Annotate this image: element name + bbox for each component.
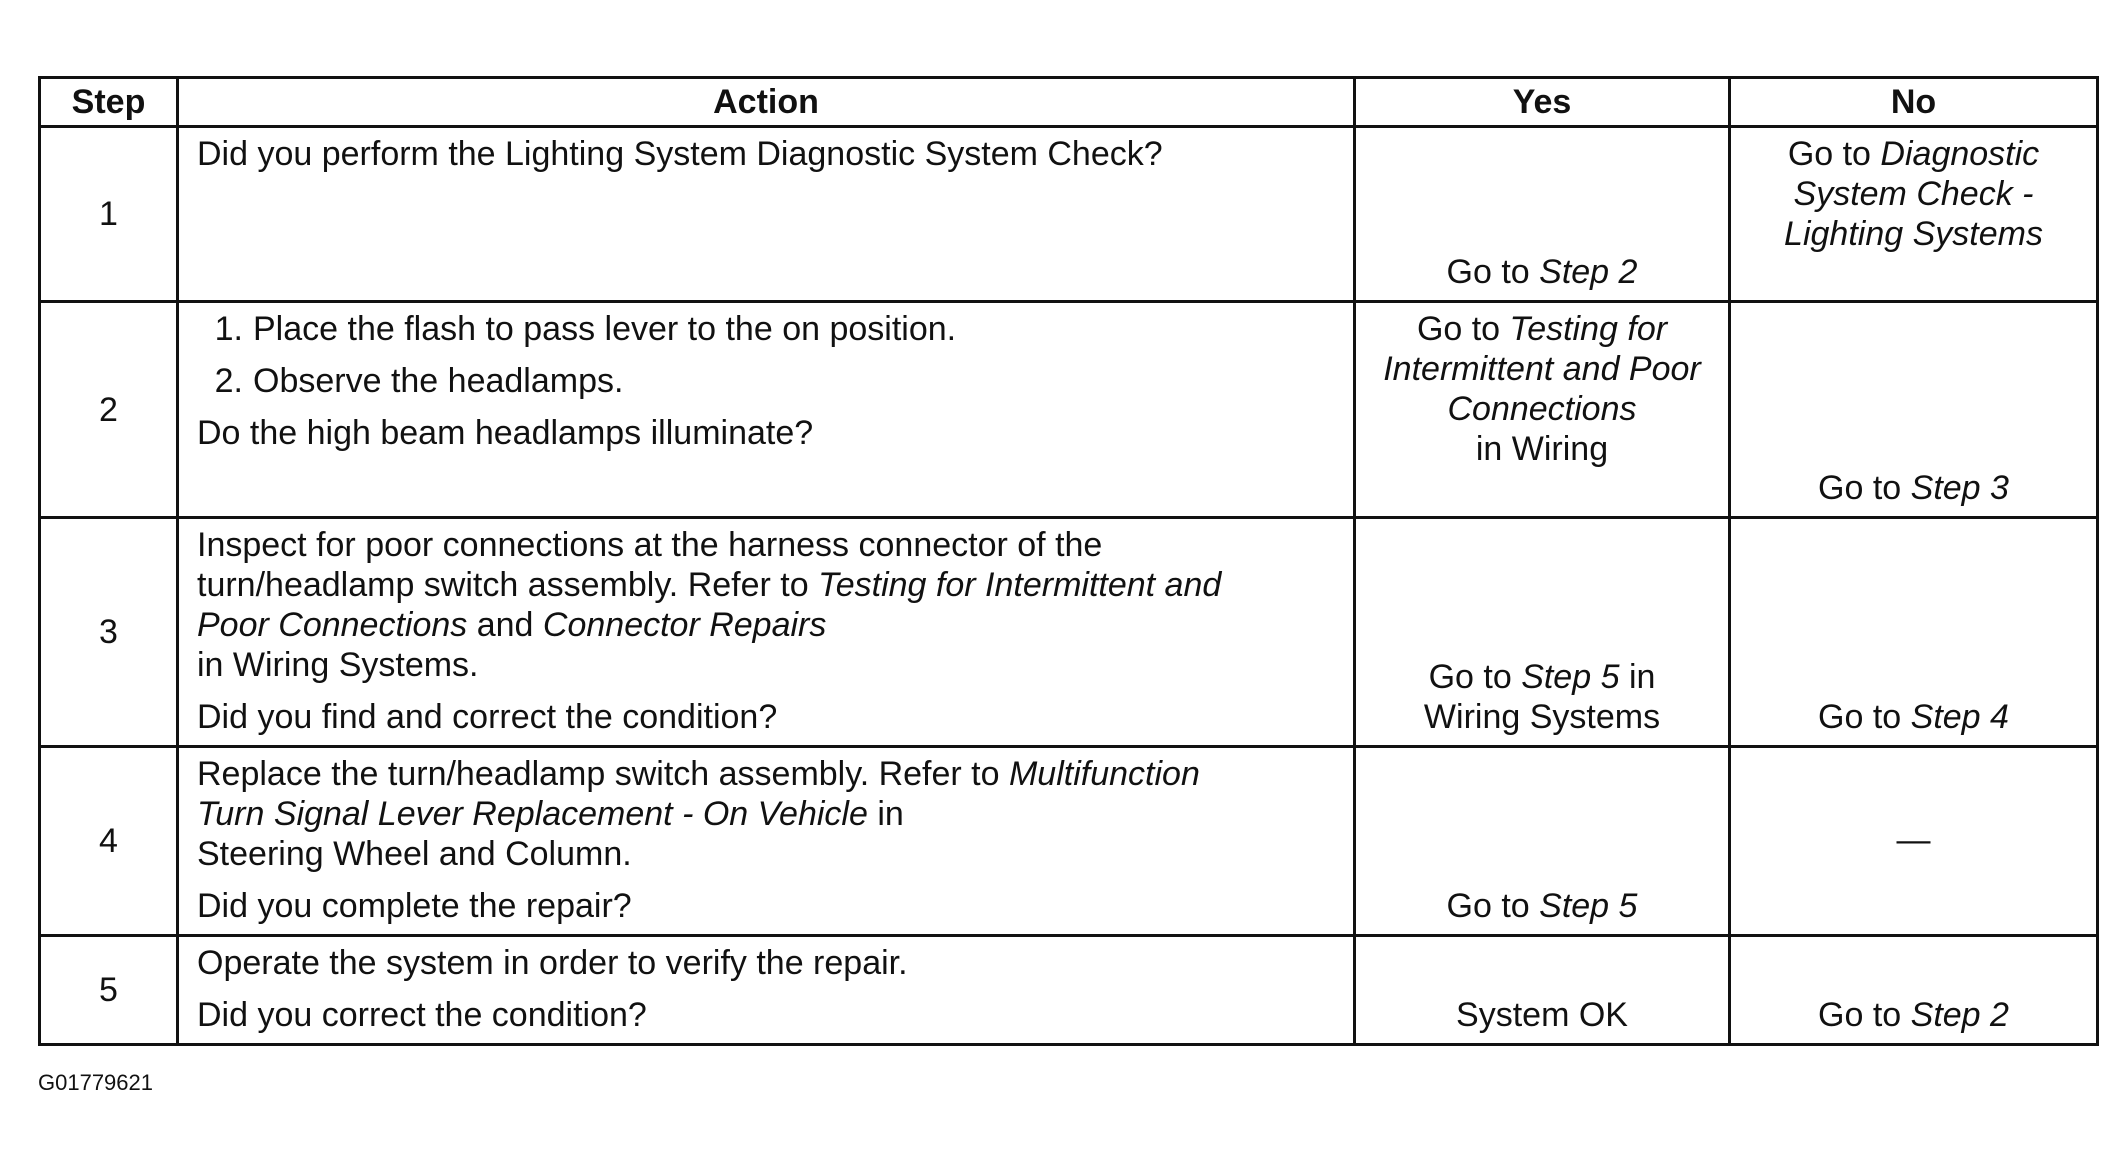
yes-link[interactable]: Step 2 (1539, 253, 1638, 291)
yes-cell (1355, 302, 1730, 518)
yes-suffix: Wiring Systems (1423, 698, 1661, 736)
action-text: Replace the turn/headlamp switch assembly. Refer to Multifunction Turn Signal Lever Replacement - On Vehicle in Steering Wheel and Column. (197, 755, 1200, 873)
no-prefix: Go to (1818, 996, 1911, 1034)
step-number: 2 (40, 302, 178, 518)
table-row (40, 936, 2098, 1045)
yes-cell (1355, 747, 1730, 936)
action-question: Did you correct the condition? (197, 996, 647, 1034)
action-question: Did you complete the repair? (197, 887, 632, 925)
no-cell (1730, 518, 2098, 747)
numbered-list (197, 309, 1339, 401)
figure-id: G01779621 (38, 1070, 153, 1095)
action-question: Do the high beam headlamps illuminate? (197, 414, 814, 452)
no-prefix: Go to (1818, 469, 1911, 507)
action-cell (178, 747, 1355, 936)
yes-link[interactable]: Connections (1447, 390, 1637, 428)
step-number: 5 (40, 936, 178, 1045)
header-step: Step (40, 78, 178, 127)
reference-link[interactable]: Poor Connections (197, 606, 468, 644)
header-row (40, 78, 2098, 127)
action-cell (178, 302, 1355, 518)
no-link[interactable]: Diagnostic (1880, 135, 2040, 173)
yes-prefix: Go to (1446, 887, 1540, 925)
header-no: No (1730, 78, 2098, 127)
yes-cell: Go to Step 5 in Wiring Systems (1355, 518, 1730, 747)
no-link[interactable]: Lighting Systems (1784, 215, 2043, 253)
yes-cell (1355, 127, 1730, 302)
yes-link[interactable]: Intermittent and Poor (1383, 350, 1701, 388)
yes-result: System OK (1456, 996, 1628, 1034)
reference-link[interactable]: Connector Repairs (542, 606, 827, 644)
list-item: 1. Place the flash to pass lever to the on position. (214, 310, 957, 348)
no-prefix: Go to (1787, 135, 1881, 173)
yes-link[interactable]: Testing for (1509, 310, 1668, 348)
no-dash: — (1896, 821, 1931, 859)
no-link[interactable]: Step 2 (1910, 996, 2009, 1034)
no-cell (1730, 747, 2098, 936)
no-link[interactable]: Step 4 (1910, 698, 2009, 736)
no-cell (1730, 127, 2098, 302)
no-link[interactable]: Step 3 (1910, 469, 2009, 507)
table-row (40, 518, 2098, 747)
diagnostic-table (38, 76, 2099, 1046)
no-link[interactable]: System Check - (1793, 175, 2034, 213)
table-row (40, 127, 2098, 302)
table-row (40, 747, 2098, 936)
yes-prefix: Go to (1416, 310, 1510, 348)
yes-link[interactable]: Step 5 (1521, 658, 1620, 696)
step-number: 3 (40, 518, 178, 747)
header-yes: Yes (1355, 78, 1730, 127)
yes-cell (1355, 936, 1730, 1045)
yes-prefix: Go to (1428, 658, 1522, 696)
step-number: 1 (40, 127, 178, 302)
yes-suffix: in Wiring (1475, 430, 1609, 468)
no-cell (1730, 302, 2098, 518)
action-cell (178, 518, 1355, 747)
yes-link[interactable]: Step 5 (1539, 887, 1638, 925)
action-text: Did you perform the Lighting System Diagnostic System Check? (197, 135, 1163, 173)
action-cell (178, 127, 1355, 302)
action-question: Did you find and correct the condition? (197, 698, 778, 736)
step-number: 4 (40, 747, 178, 936)
reference-link[interactable]: Turn Signal Lever Replacement - On Vehicle (197, 795, 868, 833)
header-action: Action (178, 78, 1355, 127)
action-cell (178, 936, 1355, 1045)
yes-prefix: Go to (1446, 253, 1540, 291)
action-text: Operate the system in order to verify the repair. (197, 944, 908, 982)
action-text: Inspect for poor connections at the harness connector of the turn/headlamp switch assembly. Refer to Testing for Intermittent and Poor Connections and Connector Repairs in Wiring Systems. (197, 526, 1222, 684)
reference-link[interactable]: Multifunction (1008, 755, 1200, 793)
no-cell (1730, 936, 2098, 1045)
reference-link[interactable]: Testing for Intermittent and (818, 566, 1222, 604)
no-prefix: Go to (1818, 698, 1911, 736)
table-row (40, 302, 2098, 518)
list-item: 2. Observe the headlamps. (214, 362, 624, 400)
